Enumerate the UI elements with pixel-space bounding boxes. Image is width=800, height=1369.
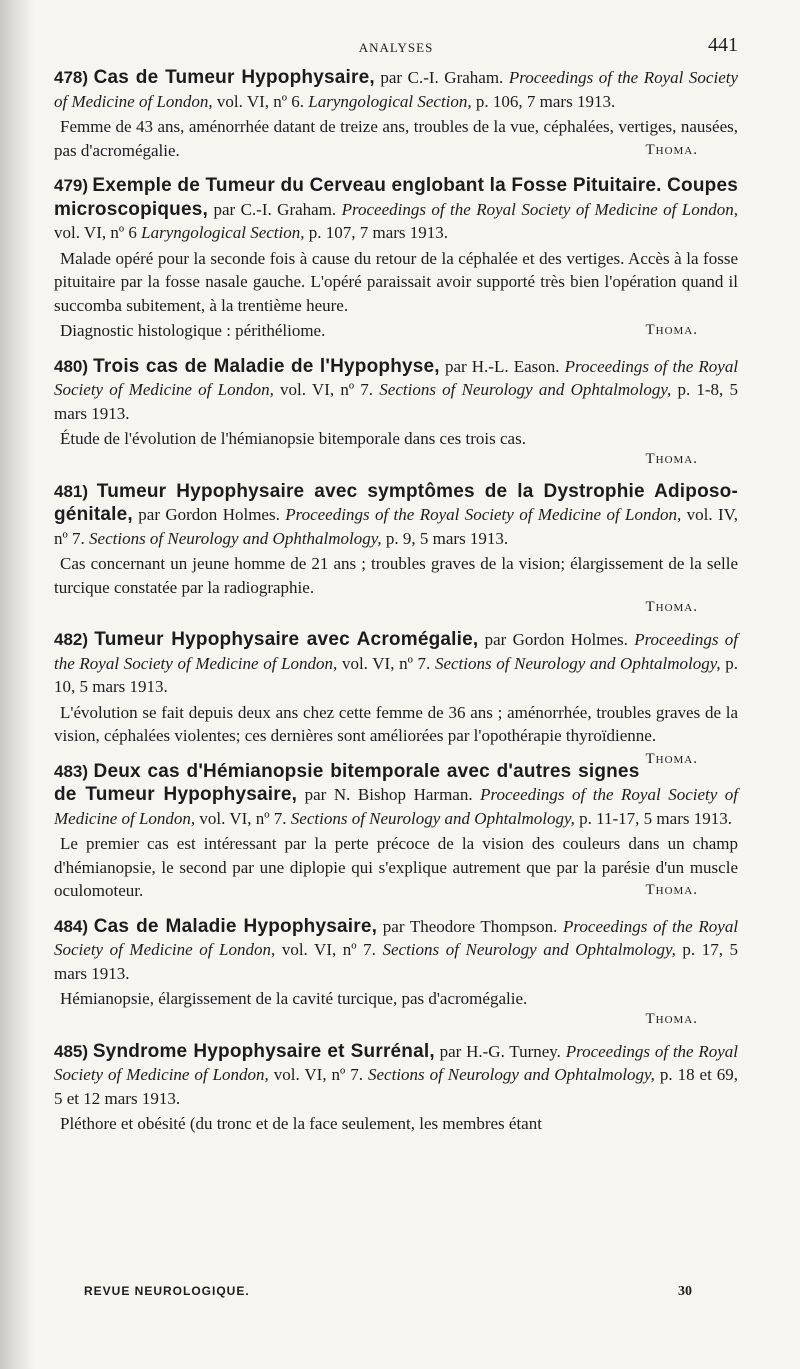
abstract-entry [54,628,739,767]
entry-body [54,115,738,162]
entry-title: Cas de Tumeur Hypophysaire, [93,67,375,88]
entry-number: 481) [54,481,89,501]
entry-number: 479) [54,176,89,195]
entry-pages: p. 106, 7 mars 1913. [475,91,616,111]
entry-reference [54,174,738,245]
entry-pages: p. 9, 5 mars 1913. [385,528,509,548]
entry-author: par C.-I. Graham. [380,68,504,87]
entry-title: Trois cas de Maladie de l'Hypophyse, [93,355,440,377]
entry-number: 478) [54,68,89,87]
entry-section: Laryngological Section, [308,91,472,111]
entry-journal: Proceedings of the Royal Society of Medicine of London, [54,785,739,828]
running-head-title: ANALYSES [358,40,434,55]
page-footer [84,1284,692,1300]
abstract-entry [54,1040,738,1136]
entry-author: par H.-G. Turney. [439,1041,561,1061]
entry-reference [54,66,738,113]
entry-volume: vol. VI, nº 7. [280,380,374,399]
entry-volume: vol. VI, nº 7. [273,1065,364,1084]
entry-pages: p. 18 et 69, 5 et 12 mars 1913. [54,1065,739,1108]
entry-section: Sections of Neurology and Ophthalmology, [89,528,382,548]
entry-title: Exemple de Tumeur du Cerveau englobant la Fosse Pituitaire. Coupes microscopiques, [54,175,738,220]
entry-signature: Thoma. [645,882,698,898]
entry-section: Laryngological Section, [141,223,305,242]
entry-pages: p. 107, 7 mars 1913. [308,223,449,242]
entry-section: Sections of Neurology and Ophtalmology, [379,380,672,399]
entry-title: Tumeur Hypophysaire avec symptômes de la Dystrophie Adiposo-génitale, [54,480,738,525]
entry-pages: p. 17, 5 mars 1913. [54,940,739,983]
entry-journal: Proceedings of the Royal Society of Medicine of London, [54,630,739,673]
entry-number: 485) [54,1041,89,1061]
entry-section: Sections of Neurology and Ophtalmology, [382,940,676,959]
entry-section: Sections of Neurology and Ophtalmology, [368,1065,655,1084]
entry-number: 480) [54,356,89,376]
entry-body-text: Femme de 43 ans, aménorrhée datant de treize ans, troubles de la vue, céphalées, vertiges, nausées, pas d'acromégalie. [54,117,738,160]
entry-volume: vol. IV, nº 7. [54,505,739,548]
entry-journal: Proceedings of the Royal Society of Medicine of London, [54,916,739,959]
entry-body-text: Le premier cas est intéressant par la perte précoce de la vision des couleurs dans un champ d'hémianopsie, le second par une diplopie qui s'explique autrement que par la parésie d'un muscle oculomoteur. [54,834,738,900]
entry-journal: Proceedings of the Royal Society of Medicine of London, [54,356,739,399]
abstract-entry [54,480,738,617]
entry-body: Étude de l'évolution de l'hémianopsie bitemporale dans ces trois cas. [60,429,526,448]
entry-number: 484) [54,916,89,936]
entry-signature: Thoma. [645,599,698,615]
entry-title: Tumeur Hypophysaire avec Acromégalie, [94,629,479,650]
running-head [54,30,738,66]
entry-reference [54,1040,738,1111]
footer-journal-name: REVUE NEUROLOGIQUE. [84,1284,250,1298]
entry-author: par N. Bishop Harman. [304,785,473,804]
entry-author: par Gordon Holmes. [138,505,280,524]
entry-reference [54,628,738,699]
entry-journal: Proceedings of the Royal Society of Medicine of London, [54,68,739,111]
entry-pages: p. 1-8, 5 mars 1913. [54,380,739,423]
entry-pages: p. 11-17, 5 mars 1913. [579,808,732,828]
entry-reference [54,480,738,551]
entry-section: Sections of Neurology and Ophtalmology, [290,808,575,828]
entry-signature: Thoma. [645,322,698,338]
entry-number: 482) [54,630,89,649]
entry-journal: Proceedings of the Royal Society of Medicine of London, [341,199,739,219]
entry-signature: Thoma. [645,450,698,467]
entry-section: Sections of Neurology and Ophtalmology, [434,653,721,673]
entry-body [54,832,738,903]
entry-body [54,701,738,767]
entry-volume: vol. VI, nº 7. [341,653,431,673]
entry-number: 483) [54,761,89,781]
entry-author: par Theodore Thompson. [382,916,558,936]
entry-body: Cas concernant un jeune homme de 21 ans ; troubles graves de la vision; élargissement de la selle turcique constatée par la radiographie. [54,554,738,597]
entry-volume: vol. VI, nº 7. [199,808,287,828]
page-gutter-shadow [0,0,34,1369]
abstract-entry [54,915,738,1028]
entry-title: Syndrome Hypophysaire et Surrénal, [92,1040,435,1062]
entry-volume: vol. VI, nº 6 [54,223,137,242]
abstract-entry [54,355,738,468]
entry-signature: Thoma. [645,1010,698,1027]
entry-reference [54,355,738,426]
entry-body: Hémianopsie, élargissement de la cavité turcique, pas d'acromégalie. [60,989,528,1008]
entry-author: par Gordon Holmes. [484,630,628,649]
entry-body [54,319,738,343]
entry-author: par H.-L. Eason. [444,356,560,376]
entry-title: Cas de Maladie Hypophysaire, [93,915,378,937]
entry-body: Malade opéré pour la seconde fois à cause du retour de la céphalée et des vertiges. Accès à la fosse pituitaire par la fosse nasale gauche. L'opéré paraissait avoir supporté très bien l'opération quand il succomba subitement, à la trentième heure. [54,248,738,315]
entry-author: par C.-I. Graham. [213,199,337,219]
entry-reference [54,760,738,831]
footer-sheet-number: 30 [678,1284,692,1299]
entry-journal: Proceedings of the Royal Society of Medicine of London, [54,1041,739,1084]
document-page [54,30,738,1148]
entry-title: Deux cas d'Hémianopsie bitemporale avec d'autres signes de Tumeur Hypophysaire, [54,760,640,805]
entry-signature: Thoma. [645,141,698,158]
entry-pages: p. 10, 5 mars 1913. [54,653,739,696]
abstract-entry [54,66,738,162]
entry-volume: vol. VI, nº 6. [216,91,305,111]
abstract-entry [54,174,738,343]
entry-reference [54,915,738,986]
entry-body-text: L'évolution se fait depuis deux ans chez cette femme de 36 ans ; aménorrhée, troubles graves de la vision, céphalées violentes; ces dernières sont améliorées par l'opothérapie thyroïdienne. [54,702,738,745]
entry-body: Pléthore et obésité (du tronc et de la face seulement, les membres étant [60,1114,542,1133]
abstract-entry [54,760,738,903]
entry-volume: vol. VI, nº 7. [281,940,376,959]
entry-body-text: Diagnostic histologique : périthéliome. [60,321,326,340]
entry-journal: Proceedings of the Royal Society of Medicine of London, [285,505,682,524]
entry-signature: Thoma. [645,750,698,767]
page-number: 441 [708,34,738,56]
